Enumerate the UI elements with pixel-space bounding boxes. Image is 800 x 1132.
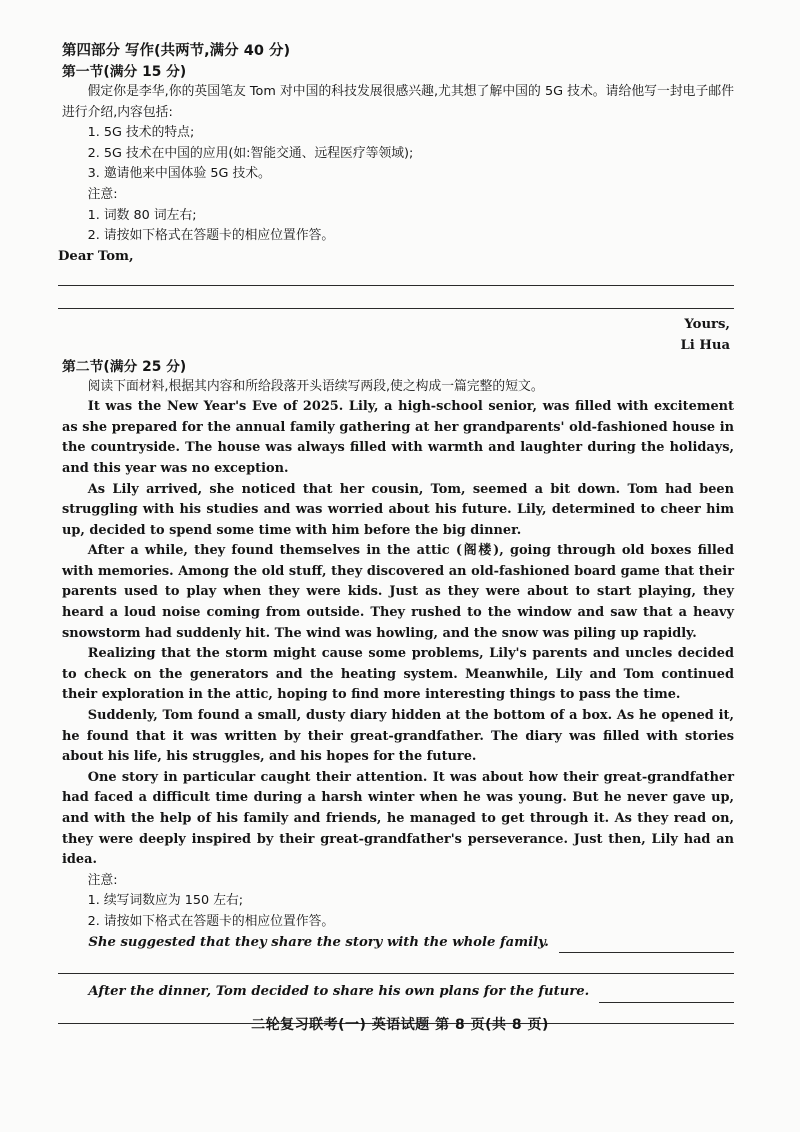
story-paragraph: Realizing that the storm might cause some problems, Lily's parents and uncles decided to check on the generators and the heating system. Meanwhile, Lily and Tom continued their exploration in the attic, hoping to find more interesting things to pass the time. [62, 646, 734, 703]
story-paragraph: One story in particular caught their attention. It was about how their great-grandfather had faced a difficult time during a harsh winter when he was young. But he never gave up, and with the help of his family and friends, he managed to get through it. As they read on, they were deeply inspired by their great-grandfather's perseverance. Just then, Lily had an idea. [62, 769, 734, 868]
letter-signature: Li Hua [680, 337, 730, 353]
letter-greeting: Dear Tom, [58, 248, 134, 264]
note-label: 注意: [87, 186, 118, 202]
page-footer: 二轮复习联考(一) 英语试题 第 8 页(共 8 页) [251, 1017, 549, 1033]
continuation-prompt-1 [62, 933, 734, 954]
answer-blank[interactable] [599, 988, 734, 1003]
story-paragraph: It was the New Year's Eve of 2025. Lily, a high-school senior, was filled with excitement as she prepared for the annual family gathering at her grandparents' old-fashioned house in the countryside. The house was always filled with warmth and laughter during the holidays, and this year was no exception. [62, 399, 734, 476]
section-1-intro: 假定你是李华,你的英国笔友 Tom 对中国的科技发展很感兴趣,尤其想了解中国的 5G 技术。请给他写一封电子邮件进行介绍,内容包括: [62, 84, 734, 120]
prompt-text: After the dinner, Tom decided to share his own plans for the future. [88, 984, 590, 1000]
answer-line[interactable] [58, 308, 734, 309]
section-2-instruction: 阅读下面材料,根据其内容和所给段落开头语续写两段,使之构成一篇完整的短文。 [87, 378, 544, 394]
section-1 [58, 62, 734, 357]
note-label: 注意: [87, 872, 118, 888]
section-2-title: 第二节(满分 25 分) [62, 358, 187, 375]
section-1-content-list [62, 123, 734, 247]
list-item: 2. 5G 技术在中国的应用(如:智能交通、远程医疗等领域); [87, 145, 414, 161]
note-item: 1. 词数 80 词左右; [87, 207, 197, 223]
answer-blank[interactable] [559, 938, 734, 953]
prompt-text: She suggested that they share the story with the whole family. [88, 934, 549, 950]
section-1-title: 第一节(满分 15 分) [62, 64, 187, 80]
part-title: 第四部分 写作(共两节,满分 40 分) [62, 43, 291, 59]
letter-closing: Yours, [684, 317, 730, 333]
story-paragraph: After a while, they found themselves in the attic (阁楼), going through old boxes filled with memories. Among the old stuff, they discovered an old-fashioned board game that their parents used to play when they were kids. Just as they were about to start playing, they heard a loud noise coming from outside. They rushed to the window and saw that a heavy snowstorm had suddenly hit. The wind was howling, and the snow was piling up rapidly. [62, 543, 734, 641]
note-item: 1. 续写词数应为 150 左右; [87, 893, 244, 909]
answer-line[interactable] [58, 973, 734, 974]
continuation-prompt-2 [62, 982, 734, 1003]
page-content [58, 40, 734, 1032]
answer-line[interactable] [58, 285, 734, 286]
list-item: 1. 5G 技术的特点; [87, 125, 195, 141]
story-paragraph: As Lily arrived, she noticed that her cousin, Tom, seemed a bit down. Tom had been struggling with his studies and was worried about his future. Lily, determined to cheer him up, decided to spend some time with him before the big dinner. [62, 481, 734, 538]
story-paragraph: Suddenly, Tom found a small, dusty diary hidden at the bottom of a box. As he opened it, he found that it was written by their great-grandfather. The diary was filled with stories about his life, his struggles, and his hopes for the future. [62, 708, 734, 765]
section-2 [62, 357, 734, 1024]
list-item: 3. 邀请他来中国体验 5G 技术。 [87, 166, 271, 182]
letter-signature-block [62, 315, 734, 356]
note-item: 2. 请按如下格式在答题卡的相应位置作答。 [87, 228, 335, 244]
section-2-notes [62, 871, 734, 933]
note-item: 2. 请按如下格式在答题卡的相应位置作答。 [87, 913, 335, 929]
